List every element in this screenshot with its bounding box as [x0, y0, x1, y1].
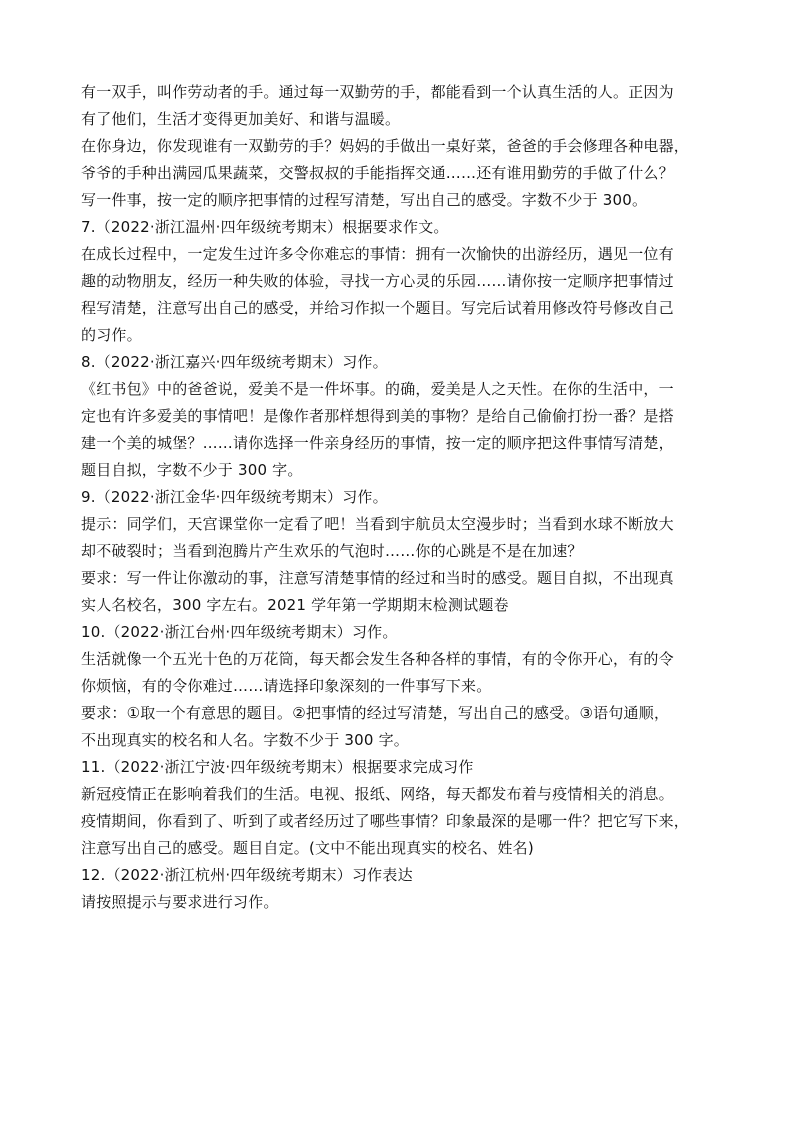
text-line: 爷爷的手种出满园瓜果蔬菜，交警叔叔的手能指挥交通……还有谁用勤劳的手做了什么？ — [81, 164, 674, 182]
text-line: 却不破裂时；当看到泡腾片产生欢乐的气泡时……你的心跳是不是在加速？ — [81, 542, 583, 560]
question-heading-8: 8.（2022·浙江嘉兴·四年级统考期末）习作。 — [81, 353, 388, 371]
document-body — [81, 79, 721, 916]
text-line: 定也有许多爱美的事情吧！是像作者那样想得到美的事物？是给自己偷偷打扮一番？是搭 — [81, 407, 674, 425]
text-line: 不出现真实的校名和人名。字数不少于 300 字。 — [81, 731, 409, 749]
text-line: 建一个美的城堡？……请你选择一件亲身经历的事情，按一定的顺序把这件事情写清楚， — [81, 434, 674, 452]
text-line: 在成长过程中，一定发生过许多令你难忘的事情：拥有一次愉快的出游经历，遇见一位有 — [81, 245, 674, 263]
text-line: 注意写出自己的感受。题目自定。(文中不能出现真实的校名、姓名) — [81, 839, 534, 857]
text-line: 要求：①取一个有意思的题目。②把事情的经过写清楚，写出自己的感受。③语句通顺， — [81, 704, 670, 722]
text-line: 的习作。 — [81, 326, 142, 344]
text-line: 有一双手，叫作劳动者的手。通过每一双勤劳的手，都能看到一个认真生活的人。正因为 — [81, 83, 674, 101]
question-heading-10: 10.（2022·浙江台州·四年级统考期末）习作。 — [81, 623, 398, 641]
text-line: 写一件事，按一定的顺序把事情的过程写清楚，写出自己的感受。字数不少于 300。 — [81, 191, 648, 209]
text-line: 在你身边，你发现谁有一双勤劳的手？妈妈的手做出一桌好菜，爸爸的手会修理各种电器， — [81, 137, 690, 155]
text-line: 疫情期间，你看到了、听到了或者经历过了哪些事情？印象最深的是哪一件？把它写下来， — [81, 812, 690, 830]
text-line: 《红书包》中的爸爸说，爱美不是一件坏事。的确，爱美是人之天性。在你的生活中，一 — [81, 380, 674, 398]
text-line: 实人名校名，300 字左右。2021 学年第一学期期末检测试题卷 — [81, 596, 509, 614]
question-heading-11: 11.（2022·浙江宁波·四年级统考期末）根据要求完成习作 — [81, 758, 474, 776]
text-line: 趣的动物朋友，经历一种失败的体验，寻找一方心灵的乐园……请你按一定顺序把事情过 — [81, 272, 674, 290]
text-line: 程写清楚，注意写出自己的感受，并给习作拟一个题目。写完后试着用修改符号修改自己 — [81, 299, 674, 317]
text-line: 你烦恼，有的令你难过……请选择印象深刻的一件事写下来。 — [81, 677, 492, 695]
text-line: 新冠疫情正在影响着我们的生活。电视、报纸、网络，每天都发布着与疫情相关的消息。 — [81, 785, 674, 803]
text-line: 提示：同学们，天宫课堂你一定看了吧！当看到宇航员太空漫步时；当看到水球不断放大 — [81, 515, 674, 533]
question-heading-9: 9.（2022·浙江金华·四年级统考期末）习作。 — [81, 488, 388, 506]
text-line: 生活就像一个五光十色的万花筒，每天都会发生各种各样的事情，有的令你开心，有的令 — [81, 650, 674, 668]
text-line: 请按照提示与要求进行习作。 — [81, 893, 279, 911]
question-heading-12: 12.（2022·浙江杭州·四年级统考期末）习作表达 — [81, 866, 413, 884]
text-line: 题目自拟，字数不少于 300 字。 — [81, 461, 303, 479]
question-heading-7: 7.（2022·浙江温州·四年级统考期末）根据要求作文。 — [81, 218, 449, 236]
text-line: 要求：写一件让你激动的事，注意写清楚事情的经过和当时的感受。题目自拟，不出现真 — [81, 569, 674, 587]
text-line: 有了他们，生活才变得更加美好、和谐与温暖。 — [81, 110, 401, 128]
